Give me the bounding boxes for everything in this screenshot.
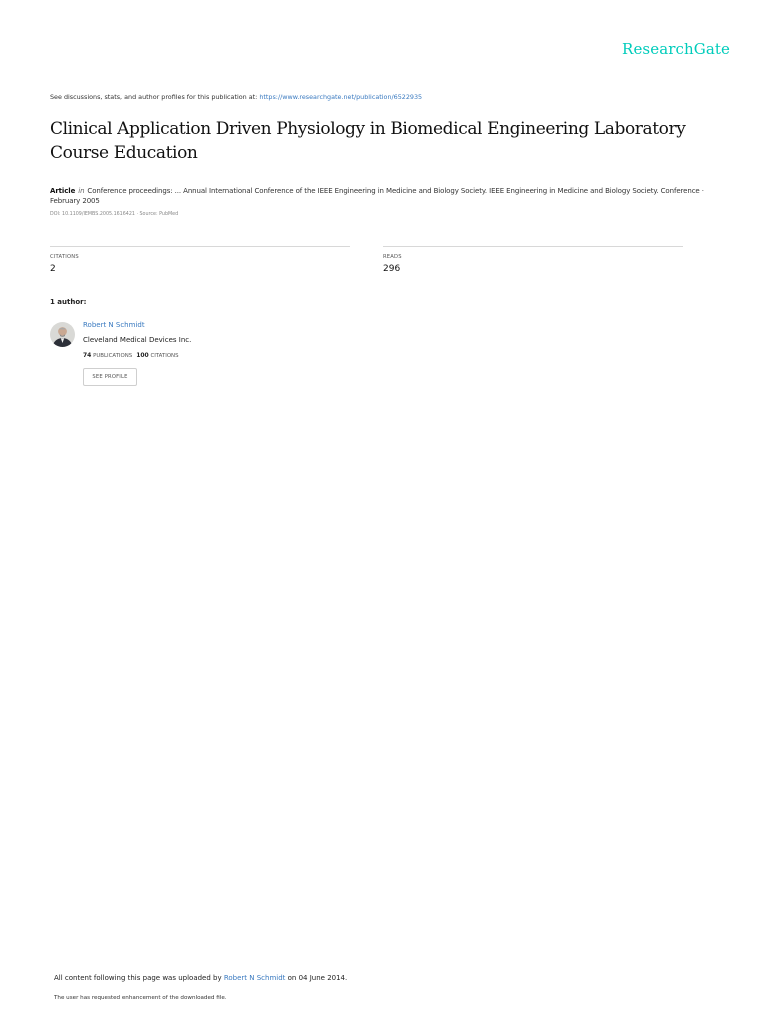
- author-citations-label: CITATIONS: [150, 353, 179, 359]
- author-publications-label: PUBLICATIONS: [93, 353, 133, 359]
- authors-heading: 1 author:: [50, 298, 87, 306]
- publication-type: Article: [50, 187, 76, 195]
- reads-value: 296: [383, 264, 401, 274]
- in-label: in: [78, 187, 85, 195]
- upload-suffix: on 04 June 2014.: [285, 974, 348, 982]
- citations-label: CITATIONS: [50, 254, 79, 260]
- author-avatar[interactable]: [50, 322, 75, 347]
- publication-meta: [50, 187, 720, 206]
- citations-value: 2: [50, 264, 56, 274]
- author-institution: Cleveland Medical Devices Inc.: [83, 336, 192, 344]
- person-avatar-icon: [50, 322, 75, 347]
- publication-venue: Conference proceedings: ... Annual International Conference of the IEEE Engineering in Medicine and Biology Society. IEEE Engineering in Medicine and Biology Society. Conference · February 2005: [50, 187, 704, 205]
- reads-stat: [383, 246, 683, 274]
- author-publications-count: 74: [83, 352, 92, 359]
- enhancement-note: The user has requested enhancement of the downloaded file.: [54, 995, 227, 1001]
- publication-url-link[interactable]: https://www.researchgate.net/publication/6522935: [259, 93, 423, 101]
- doi-line: DOI: 10.1109/IEMBS.2005.1616421 · Source: PubMed: [50, 212, 179, 217]
- author-stats: [83, 352, 179, 359]
- author-citations-count: 100: [136, 352, 149, 359]
- upload-notice: [54, 974, 347, 982]
- author-name-link[interactable]: Robert N Schmidt: [83, 321, 145, 329]
- citations-stat: [50, 246, 350, 274]
- see-profile-button[interactable]: SEE PROFILE: [83, 368, 137, 386]
- publication-title: Clinical Application Driven Physiology in Biomedical Engineering Laboratory Course Education: [50, 119, 686, 163]
- discussion-text: See discussions, stats, and author profiles for this publication at:: [50, 93, 260, 101]
- researchgate-logo[interactable]: ResearchGate: [622, 40, 730, 58]
- reads-label: READS: [383, 254, 402, 260]
- discussion-line: [50, 93, 422, 101]
- upload-prefix: All content following this page was uploaded by: [54, 974, 224, 982]
- uploader-link[interactable]: Robert N Schmidt: [223, 974, 286, 982]
